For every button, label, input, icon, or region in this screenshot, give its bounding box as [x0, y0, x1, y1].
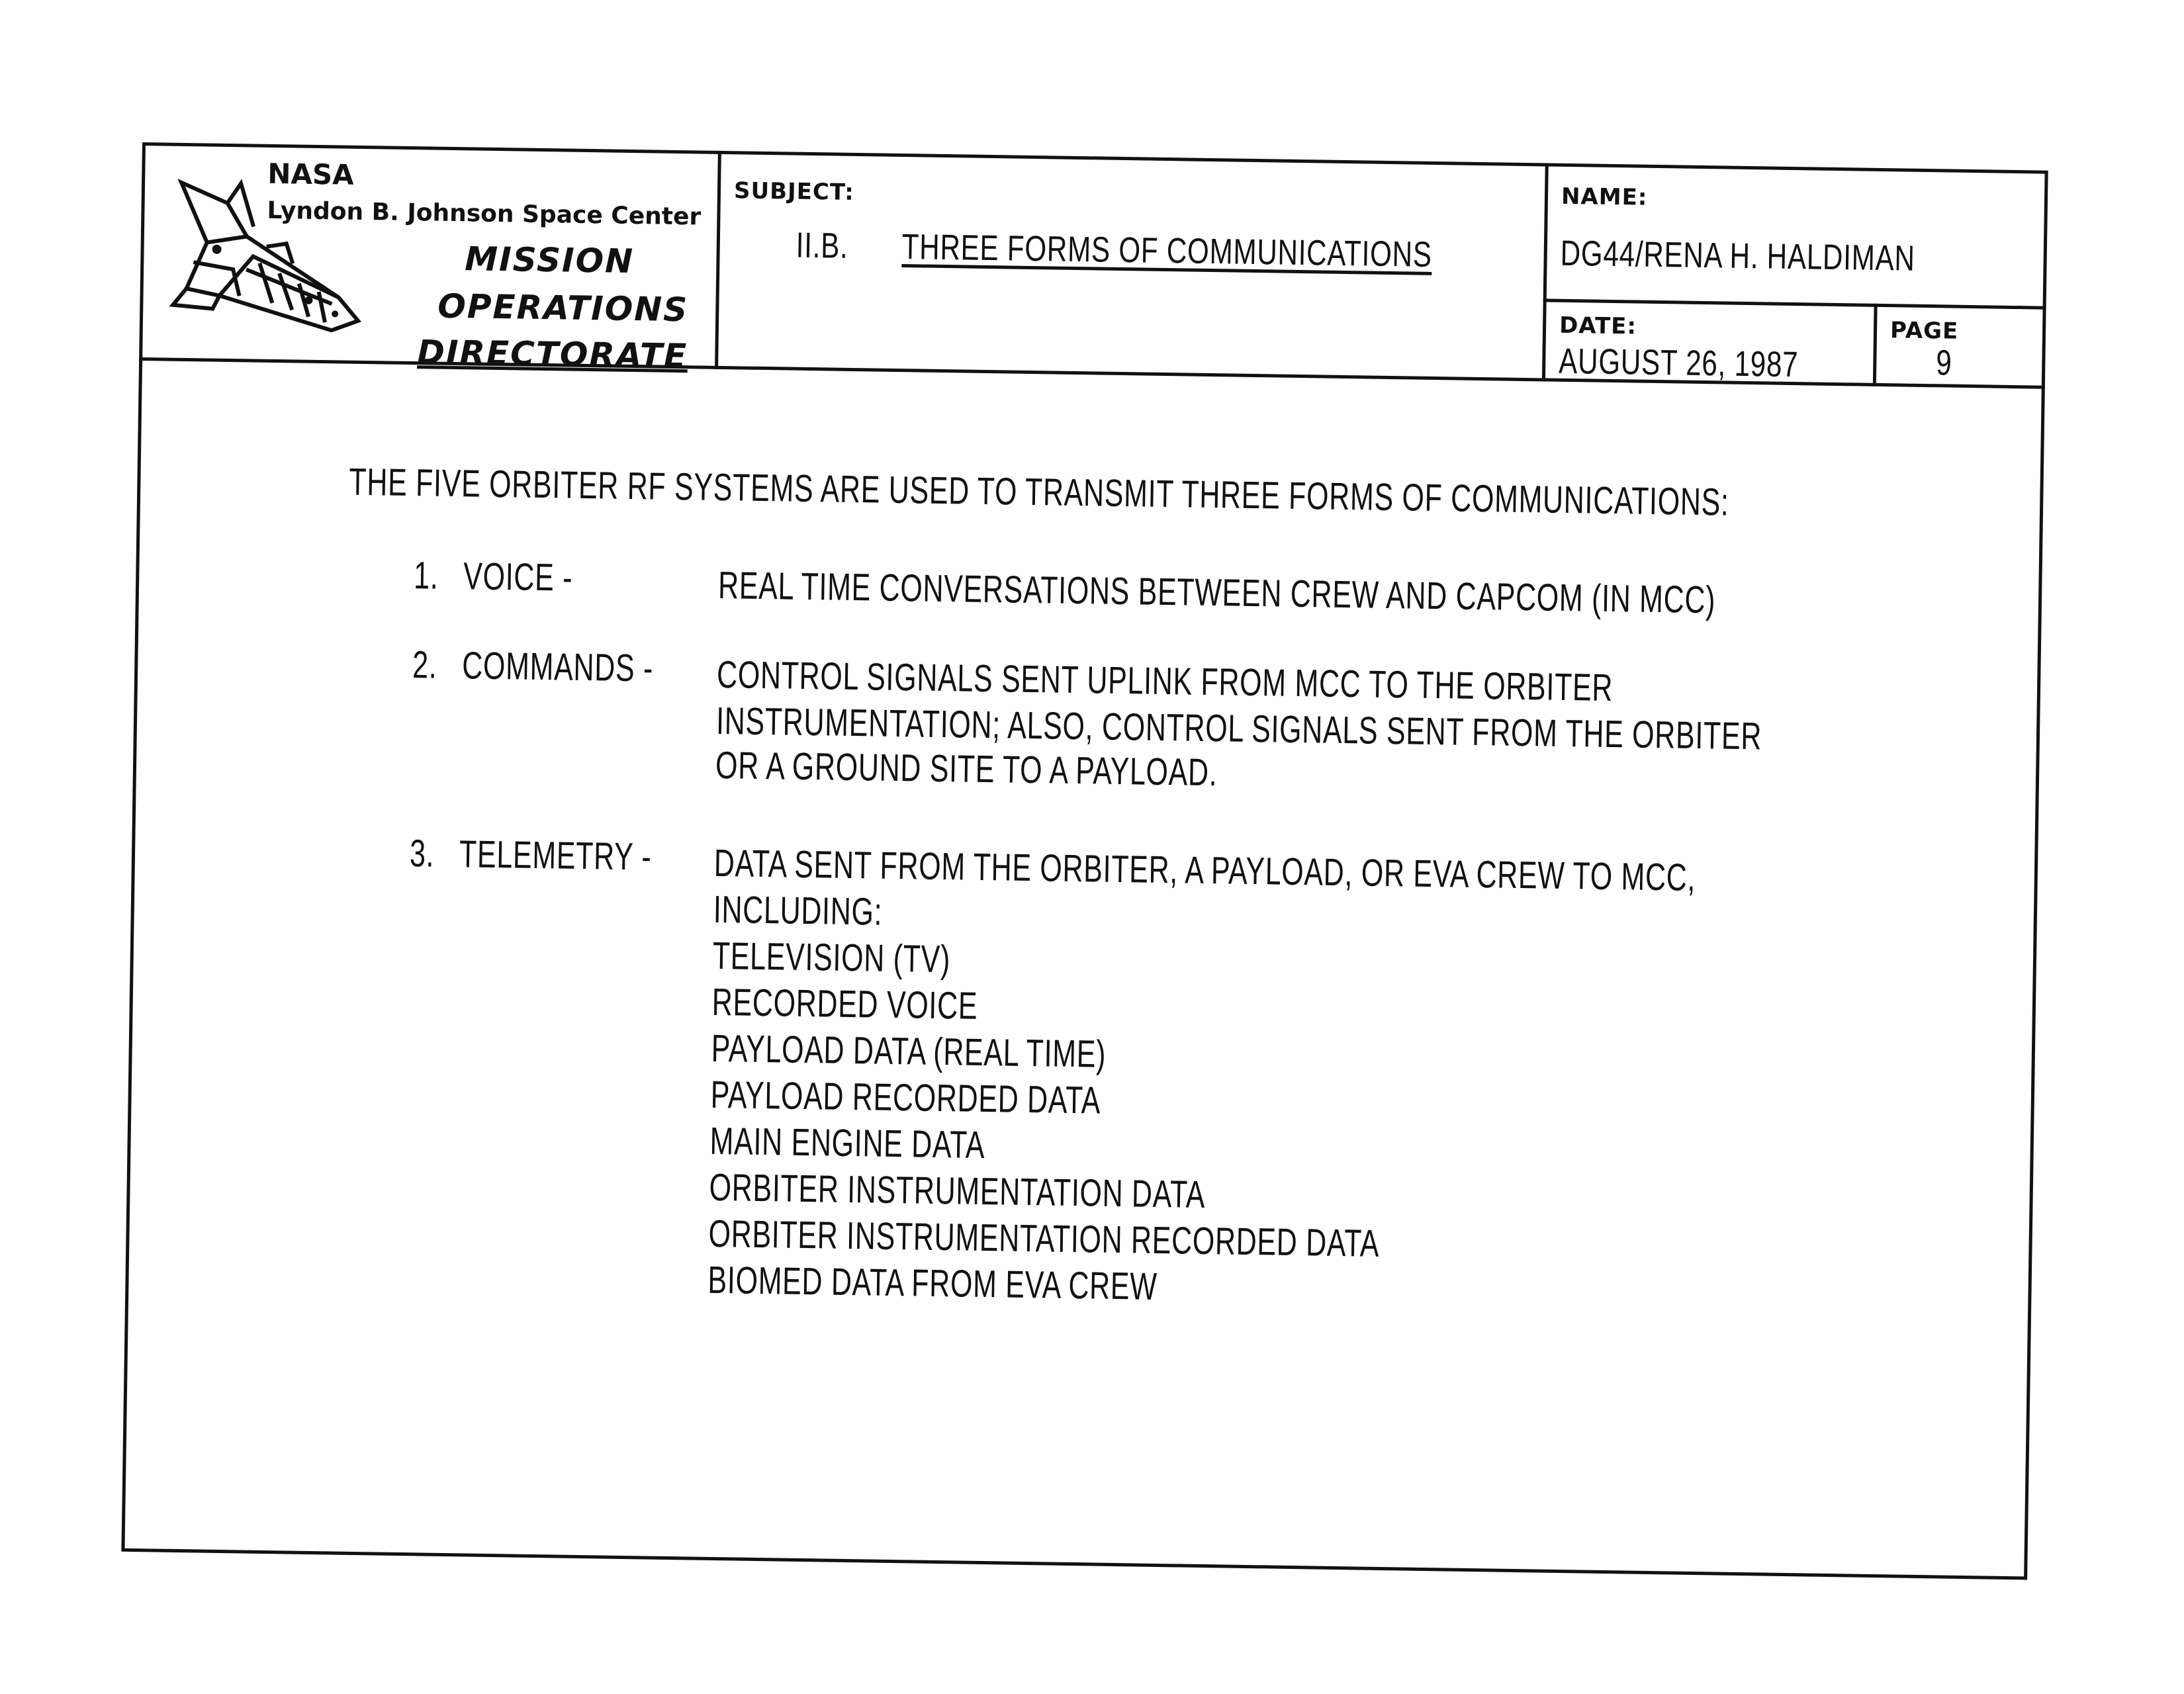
form-sheet — [121, 142, 2062, 1600]
item-3-line-1: DATA SENT FROM THE ORBITER, A PAYLOAD, OR EVA CREW TO MCC, — [713, 841, 1696, 899]
item-3-line-9: ORBITER INSTRUMENTATION RECORDED DATA — [708, 1212, 1380, 1265]
item-3-line-7: MAIN ENGINE DATA — [709, 1119, 985, 1167]
intro-text: THE FIVE ORBITER RF SYSTEMS ARE USED TO TRANSMIT THREE FORMS OF COMMUNICATIONS: — [348, 460, 1730, 524]
subject-label: SUBJECT: — [733, 177, 855, 206]
name-value: DG44/RENA H. HALDIMAN — [1560, 233, 1916, 279]
date-value: AUGUST 26, 1987 — [1558, 341, 1799, 385]
header-divider-subject — [1542, 163, 1549, 381]
header-divider-org — [715, 151, 721, 369]
directorate-line-3: DIRECTORATE — [416, 333, 688, 376]
item-2-line-1: CONTROL SIGNALS SENT UPLINK FROM MCC TO THE ORBITER — [716, 652, 1614, 710]
item-3-number: 3. — [409, 832, 435, 875]
directorate-line-2: OPERATIONS — [437, 287, 689, 330]
name-label: NAME: — [1561, 183, 1648, 211]
item-3-line-6: PAYLOAD RECORDED DATA — [710, 1073, 1101, 1122]
item-3-line-2: INCLUDING: — [713, 887, 883, 934]
item-1-term: VOICE - — [463, 555, 573, 600]
date-label: DATE: — [1559, 312, 1637, 340]
header-divider-date-page — [1873, 304, 1878, 386]
subject-title: THREE FORMS OF COMMUNICATIONS — [901, 227, 1433, 275]
item-1-line-1: REAL TIME CONVERSATIONS BETWEEN CREW AND CAPCOM (IN MCC) — [717, 563, 1716, 622]
item-3-line-4: RECORDED VOICE — [711, 980, 978, 1028]
subject-section: II.B. — [796, 225, 849, 266]
page-number: 9 — [1935, 343, 1953, 383]
item-2-number: 2. — [412, 643, 438, 687]
item-2-line-2: INSTRUMENTATION; ALSO, CONTROL SIGNALS SENT FROM THE ORBITER — [715, 699, 1762, 758]
form-header — [139, 142, 2048, 389]
item-1-number: 1. — [413, 554, 439, 598]
page-label: PAGE — [1889, 317, 1959, 345]
agency-name: NASA — [267, 157, 355, 191]
item-3-line-8: ORBITER INSTRUMENTATION DATA — [709, 1165, 1206, 1216]
item-3-line-3: TELEVISION (TV) — [712, 934, 951, 981]
item-3-term: TELEMETRY - — [459, 832, 652, 879]
directorate-line-1: MISSION — [465, 240, 635, 281]
item-3-line-5: PAYLOAD DATA (REAL TIME) — [711, 1026, 1107, 1076]
header-divider-name-date — [1543, 298, 2046, 309]
item-3-line-10: BIOMED DATA FROM EVA CREW — [707, 1258, 1158, 1308]
item-2-term: COMMANDS - — [461, 644, 654, 690]
center-name: Lyndon B. Johnson Space Center — [267, 197, 702, 231]
item-2-line-3: OR A GROUND SITE TO A PAYLOAD. — [715, 743, 1218, 795]
